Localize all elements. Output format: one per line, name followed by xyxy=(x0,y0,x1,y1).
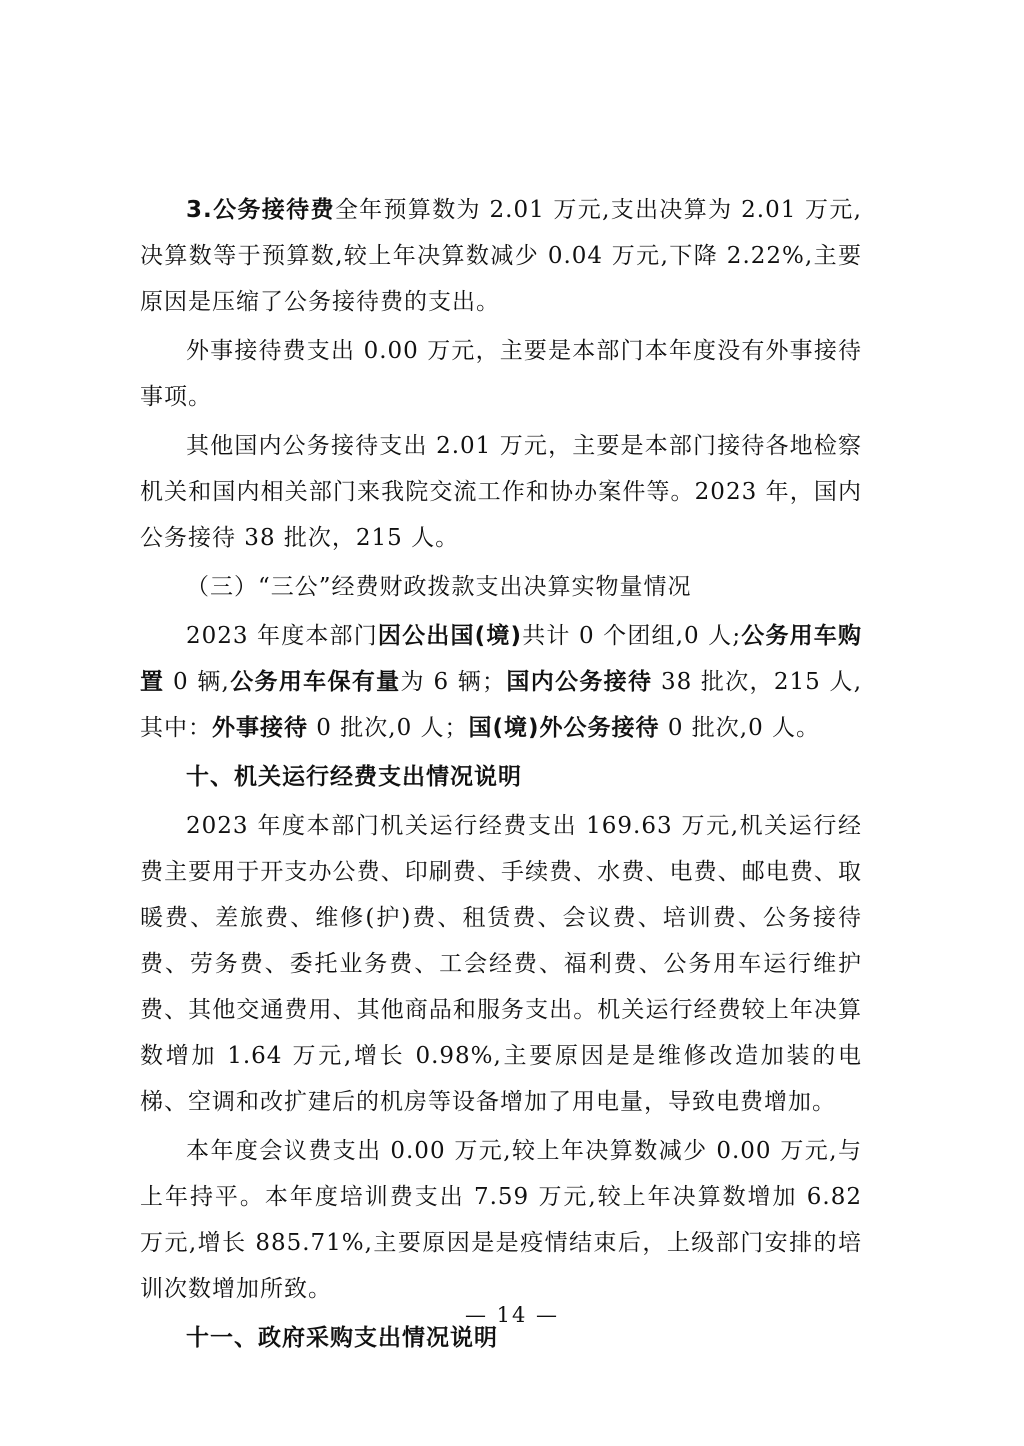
bold-term-overseas-trips: 因公出国(境) xyxy=(377,623,523,649)
bold-term-vehicle-purchase: 公务用车购置 xyxy=(140,623,862,695)
text-segment: 共计 0 个团组,0 人; xyxy=(522,623,742,649)
paragraph-operating-expenses: 2023 年度本部门机关运行经费支出 169.63 万元,机关运行经费主要用于开支办公费、印刷费、手续费、水费、电费、邮电费、取暖费、差旅费、维修(护)费、租赁费、会议费、培训费、公务接待费、劳务费、委托业务费、工会经费、福利费、公务用车运行维护费、其他交通费用、其他商品和服务支出。机关运行经费较上年决算数增加 1.64 万元,增长 0.98%,主要原因是是维修改造加装的电梯、空调和改扩建后的机房等设备增加了用电量，导致电费增加。 xyxy=(140,813,862,1115)
bold-term-domestic-reception: 国内公务接待 xyxy=(506,669,653,695)
text-segment: 0 批次,0 人。 xyxy=(659,715,821,741)
page-number: — 14 — xyxy=(464,1303,560,1327)
bold-term-foreign-affairs-reception: 外事接待 xyxy=(212,715,308,741)
paragraph-reception-fee xyxy=(140,187,862,325)
bold-term-vehicle-holding: 公务用车保有量 xyxy=(229,669,401,695)
bold-lead-reception-fee: 3.公务接待费 xyxy=(186,197,335,223)
text-segment: 0 辆, xyxy=(164,669,230,695)
document-body xyxy=(140,187,862,1361)
text-segment: 0 批次,0 人； xyxy=(308,715,469,741)
bold-term-overseas-reception: 国(境)外公务接待 xyxy=(468,715,660,741)
text-segment: 2023 年度本部门 xyxy=(186,623,378,649)
section-heading-procurement: 十一、政府采购支出情况说明 xyxy=(186,1325,498,1351)
section-heading-operating-expenses: 十、机关运行经费支出情况说明 xyxy=(186,764,522,790)
paragraph-meeting-training-fees: 本年度会议费支出 0.00 万元,较上年决算数减少 0.00 万元,与上年持平。本年度培训费支出 7.59 万元,较上年决算数增加 6.82 万元,增长 885.71%,主要原因是是疫情结束后，上级部门安排的培训次数增加所致。 xyxy=(140,1138,862,1302)
paragraph-foreign-reception: 外事接待费支出 0.00 万元，主要是本部门本年度没有外事接待事项。 xyxy=(140,338,862,410)
paragraph-domestic-reception: 其他国内公务接待支出 2.01 万元，主要是本部门接待各地检察机关和国内相关部门来我院交流工作和协办案件等。2023 年，国内公务接待 38 批次，215 人。 xyxy=(140,433,862,551)
text-segment: 38 批次，215 人,其中： xyxy=(140,669,863,741)
text-segment: 为 6 辆； xyxy=(400,669,507,695)
paragraph-physical-quantity xyxy=(140,613,862,751)
subsection-title-physical-quantity: （三）“三公”经费财政拨款支出决算实物量情况 xyxy=(186,574,692,600)
paragraph-text: 全年预算数为 2.01 万元,支出决算为 2.01 万元,决算数等于预算数,较上年决算数减少 0.04 万元,下降 2.22%,主要原因是压缩了公务接待费的支出。 xyxy=(140,197,862,315)
